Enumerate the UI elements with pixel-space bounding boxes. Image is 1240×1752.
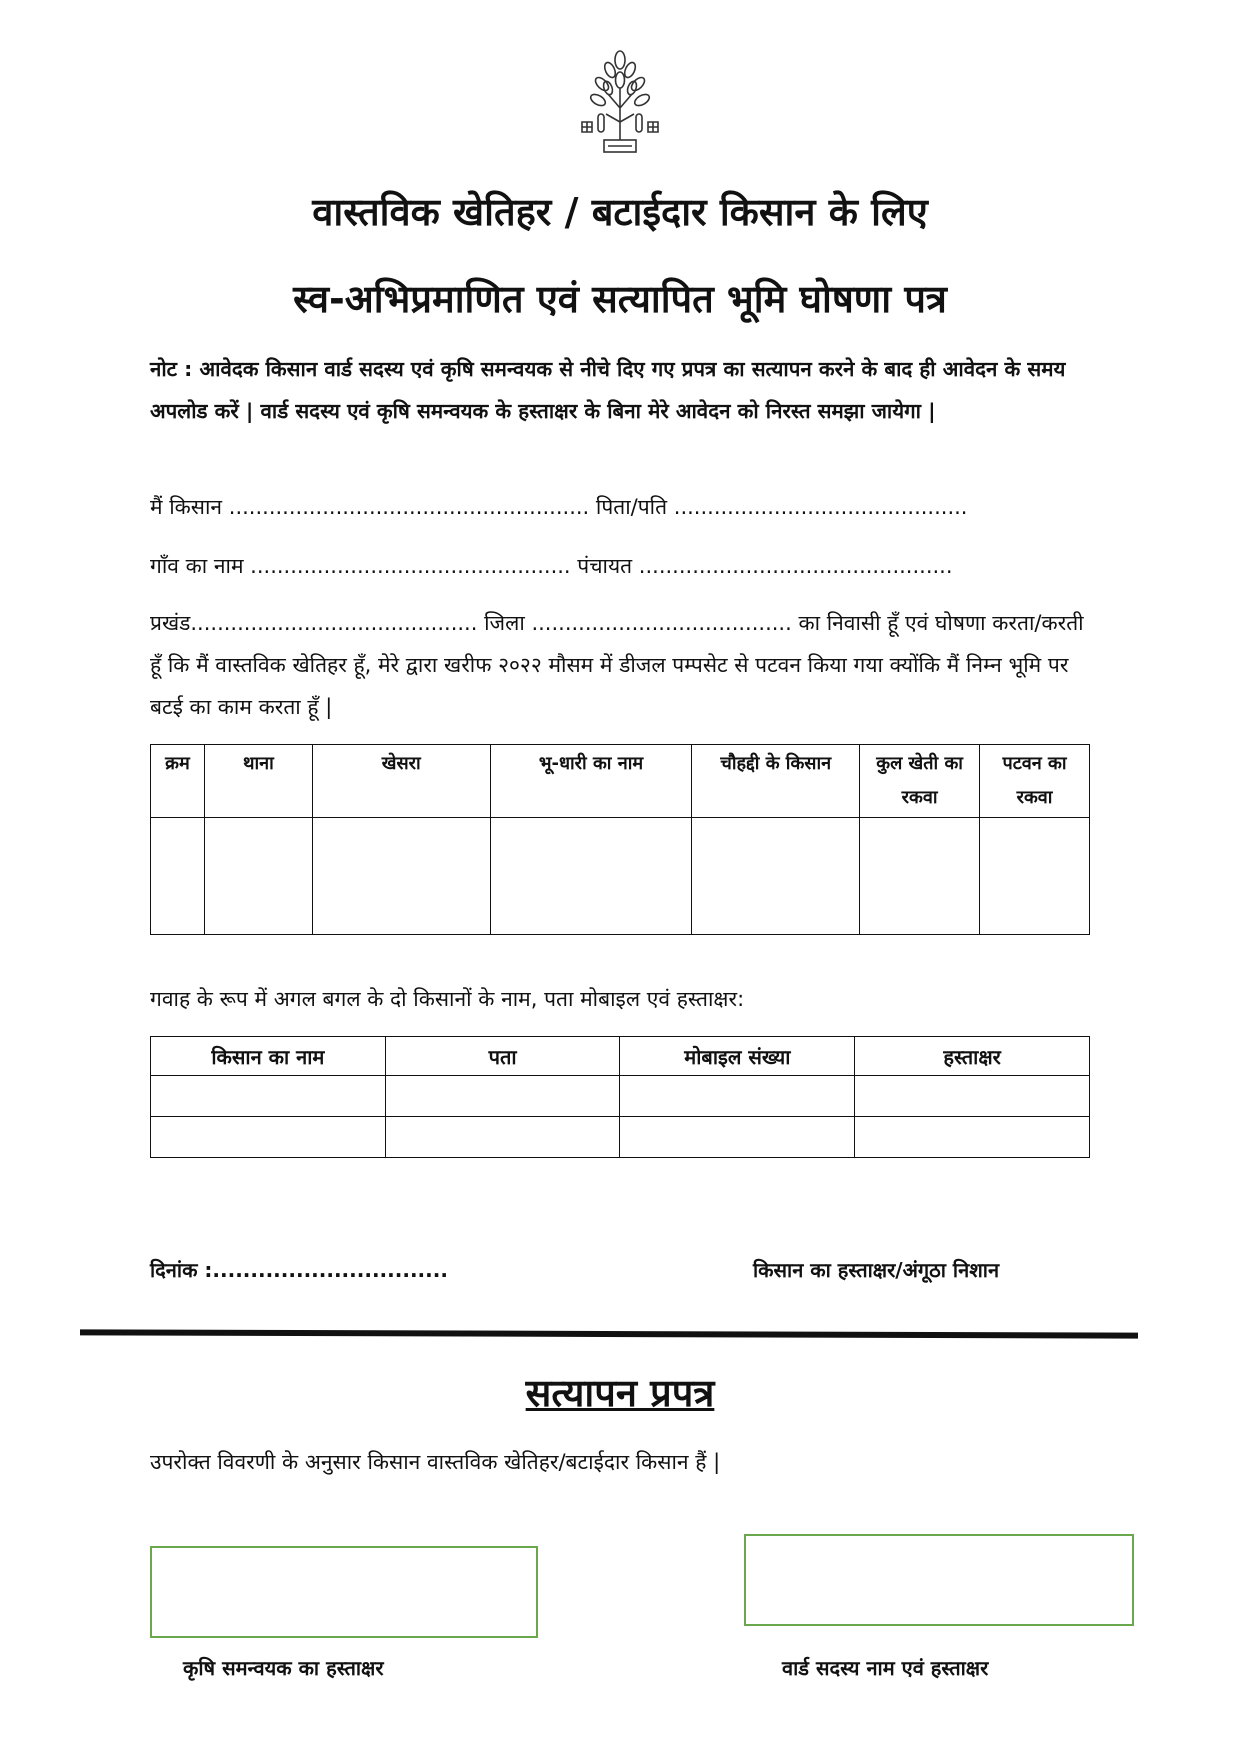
agri-coordinator-signature-label: कृषि समन्वयक का हस्ताक्षर	[183, 1656, 384, 1680]
col-thana: थाना	[204, 745, 312, 818]
cell-mobile-number[interactable]	[620, 1117, 855, 1158]
note-text: नोट : आवेदक किसान वार्ड सदस्य एवं कृषि समन्वयक से नीचे दिए गए प्रपत्र का सत्यापन करने के बाद ही आवेदन के समय अपलोड करें | वार्ड सदस्य एवं कृषि समन्वयक के हस्ताक्षर के बिना मेरे आवेदन को निरस्त समझा जायेगा |	[150, 357, 1066, 423]
table-row	[151, 818, 1090, 935]
ward-member-signature-label: वार्ड सदस्य नाम एवं हस्ताक्षर	[782, 1656, 989, 1680]
witness-table	[150, 1036, 1090, 1158]
cell-signature[interactable]	[855, 1076, 1090, 1117]
col-total-farming-area: कुल खेती का रकवा	[860, 745, 980, 818]
agri-coordinator-signature-box[interactable]	[150, 1546, 538, 1638]
cell-address[interactable]	[385, 1117, 620, 1158]
table-row	[151, 1117, 1090, 1158]
cell-total-farming-area[interactable]	[860, 818, 980, 935]
col-signature: हस्ताक्षर	[855, 1037, 1090, 1076]
cell-serial[interactable]	[151, 818, 205, 935]
col-address: पता	[385, 1037, 620, 1076]
col-khesra: खेसरा	[312, 745, 490, 818]
cell-farmer-name[interactable]	[151, 1076, 386, 1117]
verification-title: सत्यापन प्रपत्र	[525, 1371, 715, 1415]
farmer-name-father-line: मैं किसान ...................................................... पिता/पति ............................................	[150, 495, 968, 519]
title-line2: स्व-अभिप्रमाणित एवं सत्यापित भूमि घोषणा पत्र	[293, 277, 947, 321]
cell-khesra[interactable]	[312, 818, 490, 935]
col-irrigation-area: पटवन का रकवा	[980, 745, 1090, 818]
section-divider	[80, 1329, 1138, 1338]
cell-thana[interactable]	[204, 818, 312, 935]
col-farmer-name: किसान का नाम	[151, 1037, 386, 1076]
col-boundary-farmers: चौहद्दी के किसान	[692, 745, 860, 818]
title-line1: वास्तविक खेतिहर / बटाईदार किसान के लिए	[312, 190, 928, 234]
ward-member-signature-box[interactable]	[744, 1534, 1134, 1626]
bihar-bodhi-tree-emblem-icon	[578, 48, 662, 154]
declaration-text: प्रखंड........................................... जिला ....................................... का निवासी हूँ एवं घोषणा करता/करती हूँ कि मैं वास्तविक खेतिहर हूँ, मेरे द्वारा खरीफ २०२२ मौसम में डीजल पम्पसेट से पटवन किया गया क्योंकि मैं निम्न भूमि पर बटई का काम करता हूँ |	[150, 611, 1084, 719]
date-label: दिनांक :...............................	[150, 1258, 448, 1282]
cell-farmer-name[interactable]	[151, 1117, 386, 1158]
cell-landowner-name[interactable]	[490, 818, 692, 935]
col-landowner-name: भू-धारी का नाम	[490, 745, 692, 818]
table-row	[151, 1076, 1090, 1117]
village-panchayat-line: गाँव का नाम ................................................ पंचायत ...............................................	[150, 554, 953, 578]
cell-boundary-farmers[interactable]	[692, 818, 860, 935]
farmer-signature-label: किसान का हस्ताक्षर/अंगूठा निशान	[753, 1258, 1000, 1282]
col-mobile-number: मोबाइल संख्या	[620, 1037, 855, 1076]
land-details-table	[150, 744, 1090, 935]
witness-intro: गवाह के रूप में अगल बगल के दो किसानों के नाम, पता मोबाइल एवं हस्ताक्षर:	[150, 987, 745, 1011]
cell-signature[interactable]	[855, 1117, 1090, 1158]
table-header-row	[151, 745, 1090, 818]
verification-text: उपरोक्त विवरणी के अनुसार किसान वास्तविक खेतिहर/बटाईदार किसान हैं |	[150, 1450, 721, 1474]
cell-address[interactable]	[385, 1076, 620, 1117]
table-header-row	[151, 1037, 1090, 1076]
col-serial: क्रम	[151, 745, 205, 818]
cell-irrigation-area[interactable]	[980, 818, 1090, 935]
cell-mobile-number[interactable]	[620, 1076, 855, 1117]
